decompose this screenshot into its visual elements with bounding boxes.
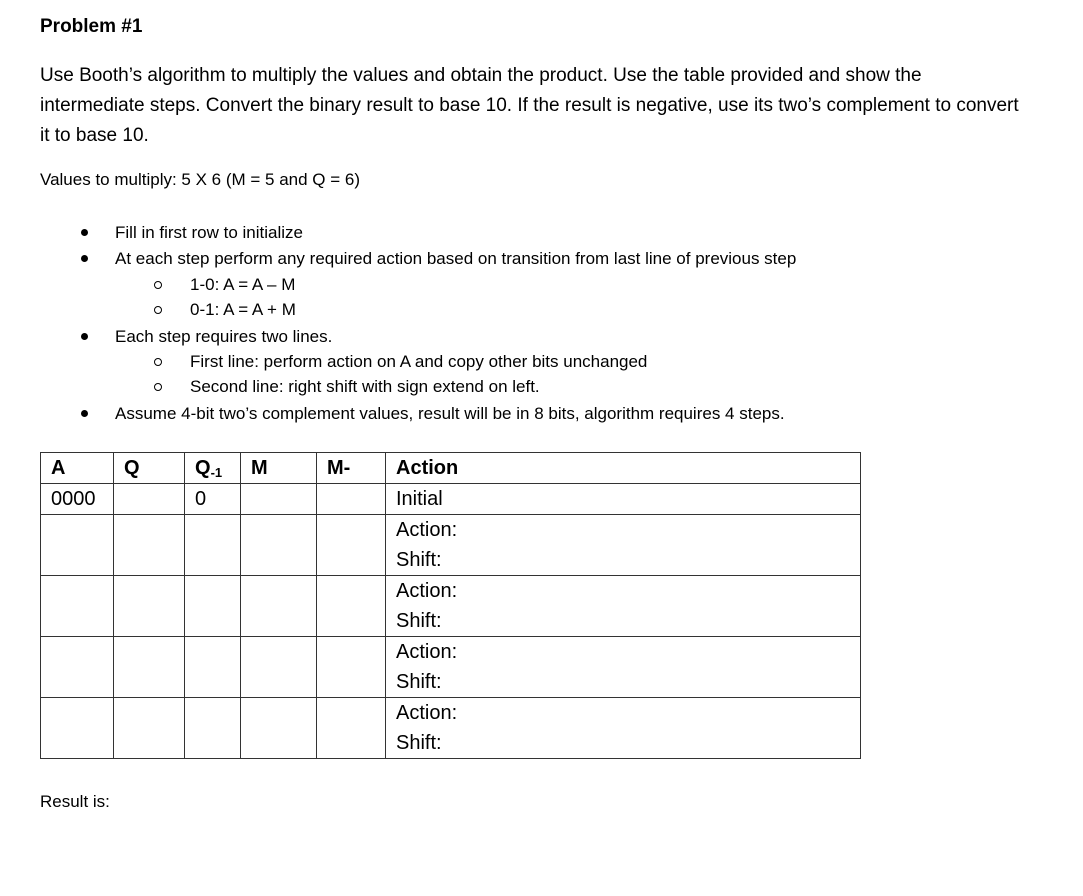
action-label: Action:	[396, 641, 458, 663]
cell-action	[386, 576, 861, 637]
header-q: Q	[114, 453, 185, 484]
intro-paragraph: Use Booth’s algorithm to multiply the values and obtain the product. Use the table provided and show the intermediate steps. Convert the binary result to base 10. If the result is negative, use its two’s complement to convert it to base 10.	[40, 65, 1019, 146]
cell-action	[386, 637, 861, 698]
cell-q[interactable]	[114, 576, 185, 637]
bullet-ring-icon	[154, 306, 162, 314]
cell-a[interactable]	[41, 698, 114, 759]
table-row-step	[41, 637, 861, 698]
instruction-text: Assume 4-bit two’s complement values, result will be in 8 bits, algorithm requires 4 steps.	[115, 404, 785, 423]
cell-m[interactable]	[241, 484, 317, 515]
instruction-sub-text: First line: perform action on A and copy other bits unchanged	[190, 352, 648, 371]
shift-label: Shift:	[396, 610, 442, 632]
shift-label: Shift:	[396, 671, 442, 693]
table-row-step	[41, 698, 861, 759]
instruction-sub-text: 1-0: A = A – M	[190, 275, 296, 294]
values-to-multiply: Values to multiply: 5 X 6 (M = 5 and Q = 6)	[40, 170, 361, 189]
bullet-dot-icon	[81, 333, 88, 340]
instruction-sub-text: 0-1: A = A + M	[190, 300, 296, 319]
cell-m[interactable]	[241, 515, 317, 576]
cell-q-minus-1[interactable]: 0	[185, 484, 241, 515]
cell-q-minus-1[interactable]	[185, 515, 241, 576]
cell-m[interactable]	[241, 698, 317, 759]
cell-a[interactable]	[41, 637, 114, 698]
cell-q-minus-1[interactable]	[185, 576, 241, 637]
bullet-dot-icon	[81, 255, 88, 262]
cell-q[interactable]	[114, 484, 185, 515]
table-row-step	[41, 576, 861, 637]
bullet-dot-icon	[81, 410, 88, 417]
bullet-ring-icon	[154, 383, 162, 391]
cell-a[interactable]	[41, 515, 114, 576]
cell-m[interactable]	[241, 637, 317, 698]
cell-a[interactable]	[41, 576, 114, 637]
cell-action: Initial	[386, 484, 861, 515]
header-q1-base: Q	[195, 456, 211, 479]
action-label: Action:	[396, 702, 458, 724]
table-row-step	[41, 515, 861, 576]
shift-label: Shift:	[396, 732, 442, 754]
cell-q-minus-1[interactable]	[185, 637, 241, 698]
cell-action	[386, 698, 861, 759]
instruction-text: Fill in first row to initialize	[115, 223, 303, 242]
bullet-dot-icon	[81, 229, 88, 236]
bullet-ring-icon	[154, 358, 162, 366]
header-q1-subscript: -1	[210, 464, 223, 480]
cell-action	[386, 515, 861, 576]
header-m-minus: M-	[317, 453, 386, 484]
cell-m-minus[interactable]	[317, 637, 386, 698]
cell-m-minus[interactable]	[317, 698, 386, 759]
cell-m[interactable]	[241, 576, 317, 637]
table-header-row	[41, 453, 861, 484]
action-label: Action:	[396, 580, 458, 602]
header-action: Action	[386, 453, 861, 484]
header-a: A	[41, 453, 114, 484]
action-label: Action:	[396, 519, 458, 541]
result-label: Result is:	[40, 792, 110, 811]
bullet-ring-icon	[154, 281, 162, 289]
instruction-sub-text: Second line: right shift with sign extend on left.	[190, 377, 540, 396]
cell-q[interactable]	[114, 637, 185, 698]
cell-q[interactable]	[114, 515, 185, 576]
cell-q-minus-1[interactable]	[185, 698, 241, 759]
booth-table	[40, 452, 861, 759]
instruction-text: Each step requires two lines.	[115, 327, 333, 346]
cell-m-minus[interactable]	[317, 515, 386, 576]
header-q-minus-1	[185, 453, 241, 484]
table-row-initial	[41, 484, 861, 515]
cell-m-minus[interactable]	[317, 484, 386, 515]
cell-q[interactable]	[114, 698, 185, 759]
cell-m-minus[interactable]	[317, 576, 386, 637]
header-m: M	[241, 453, 317, 484]
shift-label: Shift:	[396, 549, 442, 571]
instruction-text: At each step perform any required action based on transition from last line of previous step	[115, 249, 797, 268]
problem-title: Problem #1	[40, 16, 143, 37]
cell-a[interactable]: 0000	[41, 484, 114, 515]
